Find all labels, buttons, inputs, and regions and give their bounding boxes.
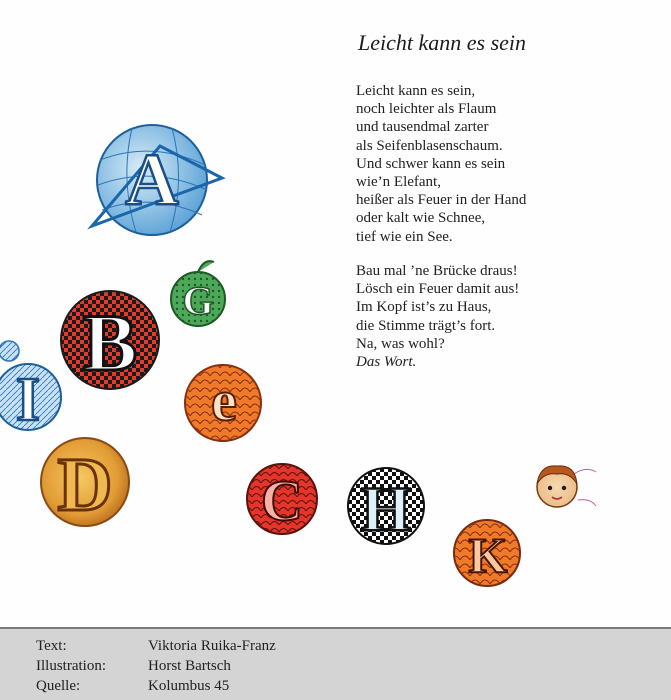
- letter-h: H: [361, 473, 411, 544]
- letter-i: I: [15, 366, 41, 434]
- poem-line: Im Kopf ist’s zu Haus,: [356, 299, 492, 316]
- small-blue-dot: [0, 341, 19, 361]
- credit-value: Viktoria Ruika-Franz: [148, 638, 276, 654]
- letter-g-ornament: [171, 261, 225, 326]
- poem-title: Leicht kann es sein: [358, 30, 527, 55]
- poem-line: Bau mal ’ne Brücke draus!: [356, 263, 518, 279]
- credit-value: Horst Bartsch: [148, 658, 231, 674]
- letter-h-ornament: [348, 468, 424, 544]
- credits-footer: [0, 627, 671, 700]
- letter-k: K: [468, 527, 508, 583]
- letter-e: e: [211, 368, 237, 433]
- child-face-drawing: [537, 466, 596, 507]
- poem-line: Lösch ein Feuer damit aus!: [356, 281, 520, 298]
- letter-b-ornament: [61, 291, 159, 389]
- poem-line: die Stimme trägt’s fort.: [356, 317, 496, 334]
- poem-line: Und schwer kann es sein: [356, 155, 506, 172]
- poem-line: noch leichter als Flaum: [356, 101, 497, 118]
- letter-d-ornament: [41, 438, 129, 527]
- letter-e-ornament: [185, 365, 261, 441]
- poem-stanza-2: [356, 262, 519, 371]
- poem-line: Leicht kann es sein,: [356, 83, 476, 99]
- letter-k-ornament: [454, 520, 520, 586]
- letter-a: A: [125, 139, 179, 221]
- poem-line: wie’n Elefant,: [356, 174, 441, 191]
- poem-line: heißer als Feuer in der Hand: [356, 192, 527, 209]
- poem-line: als Seifenblasenschaum.: [356, 137, 503, 154]
- credit-label: Text:: [36, 638, 67, 654]
- letter-c-ornament: [247, 464, 317, 534]
- letter-g: G: [182, 278, 214, 323]
- poem-line: tief wie ein See.: [356, 228, 453, 245]
- letter-i-ornament: [0, 364, 61, 434]
- credit-label: Quelle:: [36, 678, 81, 694]
- letter-d: D: [57, 443, 113, 527]
- poem-line: Na, was wohl?: [356, 335, 445, 352]
- poem-answer: Das Wort.: [356, 354, 417, 371]
- poem-stanza-1: [356, 82, 526, 246]
- credit-label: Illustration:: [36, 658, 106, 674]
- letter-a-ornament: [92, 125, 222, 235]
- poem-line: und tausendmal zarter: [356, 119, 489, 136]
- poem-line: oder kalt wie Schnee,: [356, 210, 486, 227]
- letter-c: C: [261, 468, 303, 533]
- credit-value: Kolumbus 45: [148, 678, 230, 694]
- letter-b: B: [82, 297, 138, 388]
